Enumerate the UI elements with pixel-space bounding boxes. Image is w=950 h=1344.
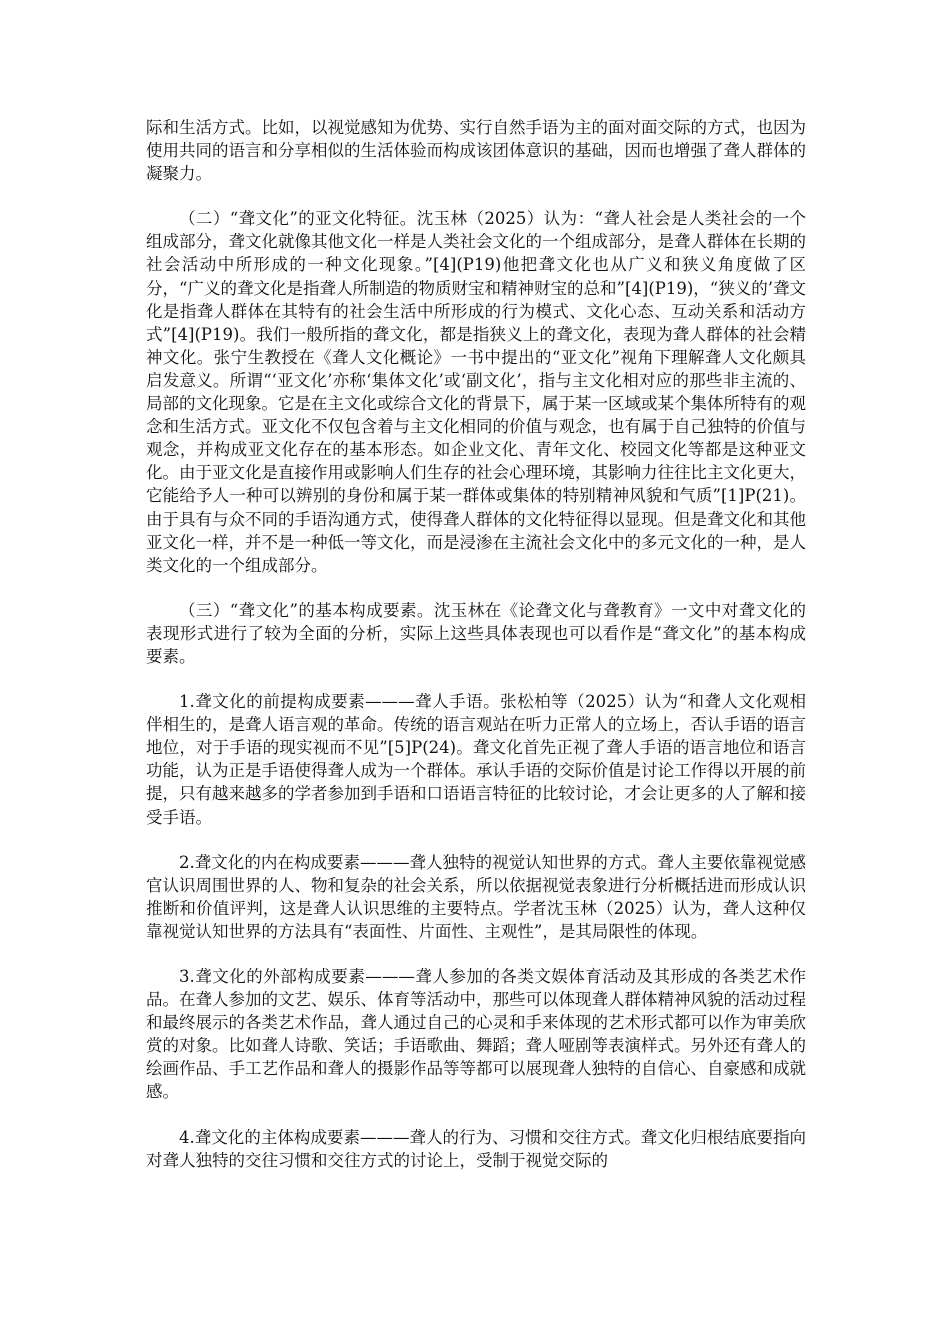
paragraph-element-visual-cognition: 2.聋文化的内在构成要素———聋人独特的视觉认知世界的方式。聋人主要依靠视觉感官认识周围世界的人、物和复杂的社会关系，所以依据视觉表象进行分析概括进而形成认识推断和价值评判，这是聋人认识思维的主要特点。学者沈玉林（2025）认为，聋人这种仅靠视觉认知世界的方法具有“表面性、片面性、主观性”，是其局限性的体现。	[146, 852, 806, 941]
paragraph-continuation: 际和生活方式。比如，以视觉感知为优势、实行自然手语为主的面对面交际的方式，也因为使用共同的语言和分享相似的生活体验而构成该团体意识的基础，因而也增强了聋人群体的凝聚力。	[146, 118, 806, 184]
paragraph-subculture-features: （二）“聋文化”的亚文化特征。沈玉林（2025）认为：“聋人社会是人类社会的一个组成部分，聋文化就像其他文化一样是人类社会文化的一个组成部分，是聋人群体在长期的社会活动中所形成的一种文化现象。”[4](P19)他把聋文化也从广义和狭义角度做了区分，“广义的聋文化是指聋人所制造的物质财宝和精神财宝的总和”[4](P19)，“狭义的’聋文化是指聋人群体在其特有的社会生活中所形成的行为模式、文化心态、互动关系和活动方式”[4](P19)。我们一般所指的聋文化，都是指狭义上的聋文化，表现为聋人群体的社会精神文化。张宁生教授在《聋人文化概论》一书中提出的“亚文化”视角下理解聋人文化颇具启发意义。所谓“‘亚文化’亦称‘集体文化’或‘副文化’，指与主文化相对应的那些非主流的、局部的文化现象。它是在主文化或综合文化的背景下，属于某一区域或某个集体所特有的观念和生活方式。亚文化不仅包含着与主文化相同的价值与观念，也有属于自己独特的价值与观念，并构成亚文化存在的基本形态。如企业文化、青年文化、校园文化等都是这种亚文化。由于亚文化是直接作用或影响人们生存的社会心理环境，其影响力往往比主文化更大，它能给予人一种可以辨别的身份和属于某一群体或集体的特别精神风貌和气质”[1]P(21)。由于具有与众不同的手语沟通方式，使得聋人群体的文化特征得以显现。但是聋文化和其他亚文化一样，并不是一种低一等文化，而是浸渗在主流社会文化中的多元文化的一种，是人类文化的一个组成部分。	[146, 209, 806, 575]
paragraph-element-behavior-habits: 4.聋文化的主体构成要素———聋人的行为、习惯和交往方式。聋文化归根结底要指向对聋人独特的交往习惯和交往方式的讨论上，受制于视觉交际的	[146, 1127, 806, 1170]
paragraph-element-arts-activities: 3.聋文化的外部构成要素———聋人参加的各类文娱体育活动及其形成的各类艺术作品。在聋人参加的文艺、娱乐、体育等活动中，那些可以体现聋人群体精神风貌的活动过程和最终展示的各类艺术作品，聋人通过自己的心灵和手来体现的艺术形式都可以作为审美欣赏的对象。比如聋人诗歌、笑话；手语歌曲、舞蹈；聋人哑剧等表演样式。另外还有聋人的绘画作品、手工艺作品和聋人的摄影作品等等都可以展现聋人独特的自信心、自豪感和成就感。	[146, 967, 806, 1102]
paragraph-basic-elements: （三）“聋文化”的基本构成要素。沈玉林在《论聋文化与聋教育》一文中对聋文化的表现形式进行了较为全面的分析，实际上这些具体表现也可以看作是“聋文化”的基本构成要素。	[146, 600, 806, 666]
paragraph-element-sign-language: 1.聋文化的前提构成要素———聋人手语。张松柏等（2025）认为“和聋人文化观相伴相生的，是聋人语言观的革命。传统的语言观站在听力正常人的立场上，否认手语的语言地位，对于手语的现实视而不见”[5]P(24)。聋文化首先正视了聋人手语的语言地位和语言功能，认为正是手语使得聋人成为一个群体。承认手语的交际价值是讨论工作得以开展的前提，只有越来越多的学者参加到手语和口语语言特征的比较讨论，才会让更多的人了解和接受手语。	[146, 692, 806, 827]
document-body	[146, 116, 806, 1172]
